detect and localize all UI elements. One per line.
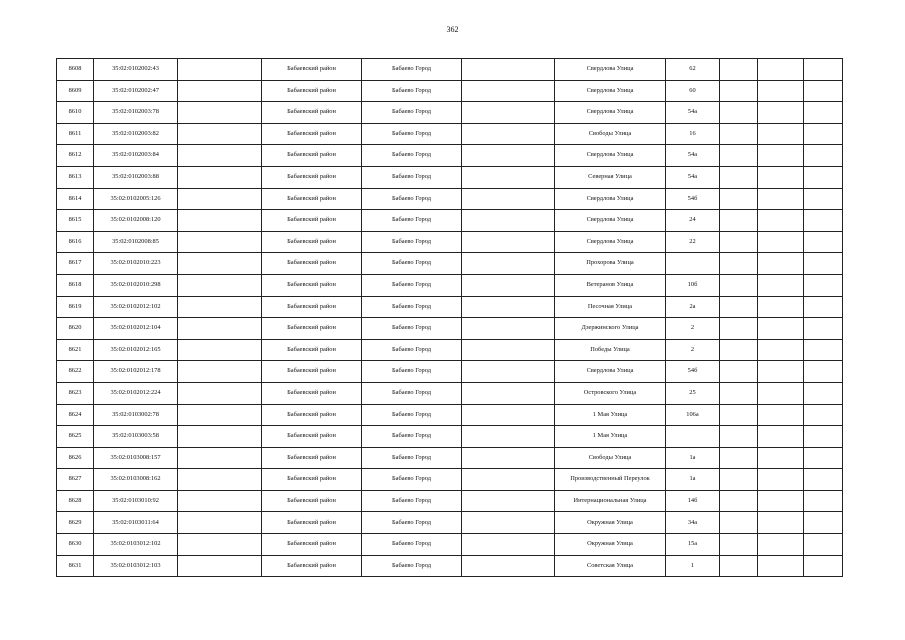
table-row — [57, 447, 843, 469]
settlement-cell: Бабаево Город — [362, 339, 462, 361]
extra-col-3-cell — [804, 490, 843, 512]
blank-col-1-cell — [178, 339, 262, 361]
district-cell: Бабаевский район — [262, 102, 362, 124]
street-cell: Свердлова Улица — [555, 210, 666, 232]
table-row — [57, 296, 843, 318]
street-cell: Свободы Улица — [555, 123, 666, 145]
table-row — [57, 490, 843, 512]
row-number-cell: 8616 — [57, 231, 94, 253]
house-number-cell: 1 — [666, 555, 720, 577]
blank-col-1-cell — [178, 534, 262, 556]
row-number-cell: 8615 — [57, 210, 94, 232]
row-number-cell: 8609 — [57, 80, 94, 102]
blank-col-2-cell — [462, 210, 555, 232]
extra-col-2-cell — [758, 296, 804, 318]
street-cell: Победы Улица — [555, 339, 666, 361]
table-row — [57, 166, 843, 188]
district-cell: Бабаевский район — [262, 512, 362, 534]
blank-col-2-cell — [462, 253, 555, 275]
row-number-cell: 8626 — [57, 447, 94, 469]
district-cell: Бабаевский район — [262, 426, 362, 448]
house-number-cell: 54а — [666, 102, 720, 124]
extra-col-2-cell — [758, 382, 804, 404]
district-cell: Бабаевский район — [262, 318, 362, 340]
street-cell: Прохорова Улица — [555, 253, 666, 275]
house-number-cell — [666, 426, 720, 448]
row-number-cell: 8618 — [57, 274, 94, 296]
extra-col-3-cell — [804, 253, 843, 275]
blank-col-2-cell — [462, 512, 555, 534]
district-cell: Бабаевский район — [262, 296, 362, 318]
cadastral-number-cell: 35:02:0102008:120 — [94, 210, 178, 232]
extra-col-2-cell — [758, 469, 804, 491]
extra-col-3-cell — [804, 123, 843, 145]
extra-col-1-cell — [720, 296, 758, 318]
blank-col-1-cell — [178, 123, 262, 145]
extra-col-3-cell — [804, 512, 843, 534]
district-cell: Бабаевский район — [262, 210, 362, 232]
extra-col-1-cell — [720, 80, 758, 102]
blank-col-1-cell — [178, 188, 262, 210]
blank-col-2-cell — [462, 231, 555, 253]
street-cell: Производственный Переулок — [555, 469, 666, 491]
extra-col-1-cell — [720, 188, 758, 210]
cadastral-number-cell: 35:02:0102003:84 — [94, 145, 178, 167]
cadastral-number-cell: 35:02:0102012:102 — [94, 296, 178, 318]
extra-col-1-cell — [720, 490, 758, 512]
house-number-cell: 62 — [666, 59, 720, 81]
extra-col-2-cell — [758, 210, 804, 232]
district-cell: Бабаевский район — [262, 404, 362, 426]
settlement-cell: Бабаево Город — [362, 469, 462, 491]
district-cell: Бабаевский район — [262, 253, 362, 275]
blank-col-2-cell — [462, 188, 555, 210]
row-number-cell: 8628 — [57, 490, 94, 512]
blank-col-1-cell — [178, 102, 262, 124]
table-row — [57, 339, 843, 361]
row-number-cell: 8629 — [57, 512, 94, 534]
table-row — [57, 145, 843, 167]
extra-col-3-cell — [804, 188, 843, 210]
extra-col-2-cell — [758, 231, 804, 253]
extra-col-1-cell — [720, 534, 758, 556]
extra-col-1-cell — [720, 318, 758, 340]
district-cell: Бабаевский район — [262, 274, 362, 296]
house-number-cell: 106а — [666, 404, 720, 426]
cadastral-number-cell: 35:02:0103008:157 — [94, 447, 178, 469]
blank-col-1-cell — [178, 361, 262, 383]
blank-col-2-cell — [462, 404, 555, 426]
extra-col-1-cell — [720, 426, 758, 448]
row-number-cell: 8614 — [57, 188, 94, 210]
cadastral-number-cell: 35:02:0102003:78 — [94, 102, 178, 124]
house-number-cell: 1а — [666, 447, 720, 469]
extra-col-2-cell — [758, 361, 804, 383]
blank-col-1-cell — [178, 59, 262, 81]
table-row — [57, 361, 843, 383]
extra-col-2-cell — [758, 188, 804, 210]
blank-col-1-cell — [178, 447, 262, 469]
extra-col-1-cell — [720, 102, 758, 124]
table-row — [57, 426, 843, 448]
street-cell: Свердлова Улица — [555, 231, 666, 253]
street-cell: Советская Улица — [555, 555, 666, 577]
settlement-cell: Бабаево Город — [362, 274, 462, 296]
row-number-cell: 8624 — [57, 404, 94, 426]
blank-col-1-cell — [178, 382, 262, 404]
extra-col-2-cell — [758, 555, 804, 577]
district-cell: Бабаевский район — [262, 145, 362, 167]
house-number-cell: 60 — [666, 80, 720, 102]
blank-col-1-cell — [178, 490, 262, 512]
blank-col-2-cell — [462, 145, 555, 167]
settlement-cell: Бабаево Город — [362, 123, 462, 145]
house-number-cell: 54б — [666, 188, 720, 210]
row-number-cell: 8623 — [57, 382, 94, 404]
cadastral-number-cell: 35:02:0102010:298 — [94, 274, 178, 296]
table-row — [57, 102, 843, 124]
extra-col-3-cell — [804, 210, 843, 232]
blank-col-2-cell — [462, 123, 555, 145]
table-row — [57, 231, 843, 253]
street-cell: 1 Мая Улица — [555, 404, 666, 426]
extra-col-1-cell — [720, 123, 758, 145]
blank-col-2-cell — [462, 102, 555, 124]
table-row — [57, 555, 843, 577]
cadastral-number-cell: 35:02:0103010:92 — [94, 490, 178, 512]
house-number-cell: 10б — [666, 274, 720, 296]
extra-col-3-cell — [804, 404, 843, 426]
street-cell: Северная Улица — [555, 166, 666, 188]
settlement-cell: Бабаево Город — [362, 404, 462, 426]
house-number-cell: 54а — [666, 145, 720, 167]
district-cell: Бабаевский район — [262, 80, 362, 102]
district-cell: Бабаевский район — [262, 59, 362, 81]
cadastral-number-cell: 35:02:0102012:178 — [94, 361, 178, 383]
blank-col-1-cell — [178, 231, 262, 253]
district-cell: Бабаевский район — [262, 339, 362, 361]
street-cell: 1 Мая Улица — [555, 426, 666, 448]
extra-col-1-cell — [720, 210, 758, 232]
house-number-cell: 54а — [666, 166, 720, 188]
cadastral-number-cell: 35:02:0102008:85 — [94, 231, 178, 253]
extra-col-3-cell — [804, 166, 843, 188]
extra-col-3-cell — [804, 555, 843, 577]
blank-col-1-cell — [178, 166, 262, 188]
district-cell: Бабаевский район — [262, 188, 362, 210]
extra-col-1-cell — [720, 231, 758, 253]
cadastral-number-cell: 35:02:0102012:165 — [94, 339, 178, 361]
extra-col-2-cell — [758, 426, 804, 448]
settlement-cell: Бабаево Город — [362, 512, 462, 534]
table-row — [57, 188, 843, 210]
row-number-cell: 8617 — [57, 253, 94, 275]
settlement-cell: Бабаево Город — [362, 490, 462, 512]
street-cell: Свердлова Улица — [555, 145, 666, 167]
street-cell: Окружная Улица — [555, 534, 666, 556]
settlement-cell: Бабаево Город — [362, 555, 462, 577]
table-row — [57, 469, 843, 491]
row-number-cell: 8627 — [57, 469, 94, 491]
street-cell: Свободы Улица — [555, 447, 666, 469]
cadastral-number-cell: 35:02:0102005:126 — [94, 188, 178, 210]
extra-col-1-cell — [720, 404, 758, 426]
street-cell: Свердлова Улица — [555, 59, 666, 81]
district-cell: Бабаевский район — [262, 231, 362, 253]
registry-body — [57, 59, 843, 577]
extra-col-2-cell — [758, 123, 804, 145]
house-number-cell: 14б — [666, 490, 720, 512]
extra-col-1-cell — [720, 59, 758, 81]
blank-col-1-cell — [178, 512, 262, 534]
cadastral-number-cell: 35:02:0102012:104 — [94, 318, 178, 340]
street-cell: Окружная Улица — [555, 512, 666, 534]
district-cell: Бабаевский район — [262, 382, 362, 404]
cadastral-number-cell: 35:02:0102010:223 — [94, 253, 178, 275]
extra-col-3-cell — [804, 534, 843, 556]
street-cell: Ветеранов Улица — [555, 274, 666, 296]
extra-col-2-cell — [758, 59, 804, 81]
settlement-cell: Бабаево Город — [362, 361, 462, 383]
street-cell: Свердлова Улица — [555, 361, 666, 383]
row-number-cell: 8611 — [57, 123, 94, 145]
blank-col-2-cell — [462, 339, 555, 361]
extra-col-3-cell — [804, 274, 843, 296]
street-cell: Дзержинского Улица — [555, 318, 666, 340]
blank-col-1-cell — [178, 404, 262, 426]
table-row — [57, 534, 843, 556]
cadastral-number-cell: 35:02:0102002:43 — [94, 59, 178, 81]
settlement-cell: Бабаево Город — [362, 102, 462, 124]
blank-col-1-cell — [178, 80, 262, 102]
house-number-cell: 15а — [666, 534, 720, 556]
row-number-cell: 8619 — [57, 296, 94, 318]
registry-table — [56, 58, 843, 577]
street-cell: Свердлова Улица — [555, 102, 666, 124]
settlement-cell: Бабаево Город — [362, 188, 462, 210]
extra-col-2-cell — [758, 102, 804, 124]
extra-col-1-cell — [720, 339, 758, 361]
settlement-cell: Бабаево Город — [362, 426, 462, 448]
blank-col-2-cell — [462, 555, 555, 577]
blank-col-2-cell — [462, 447, 555, 469]
row-number-cell: 8621 — [57, 339, 94, 361]
house-number-cell: 54б — [666, 361, 720, 383]
blank-col-2-cell — [462, 80, 555, 102]
district-cell: Бабаевский район — [262, 447, 362, 469]
extra-col-3-cell — [804, 447, 843, 469]
settlement-cell: Бабаево Город — [362, 253, 462, 275]
extra-col-3-cell — [804, 339, 843, 361]
blank-col-2-cell — [462, 382, 555, 404]
table-row — [57, 404, 843, 426]
extra-col-1-cell — [720, 512, 758, 534]
district-cell: Бабаевский район — [262, 361, 362, 383]
cadastral-number-cell: 35:02:0102003:88 — [94, 166, 178, 188]
district-cell: Бабаевский район — [262, 469, 362, 491]
table-row — [57, 210, 843, 232]
blank-col-1-cell — [178, 145, 262, 167]
extra-col-1-cell — [720, 253, 758, 275]
house-number-cell: 16 — [666, 123, 720, 145]
cadastral-number-cell: 35:02:0103002:78 — [94, 404, 178, 426]
extra-col-2-cell — [758, 274, 804, 296]
blank-col-2-cell — [462, 534, 555, 556]
district-cell: Бабаевский район — [262, 166, 362, 188]
extra-col-1-cell — [720, 166, 758, 188]
extra-col-3-cell — [804, 59, 843, 81]
extra-col-2-cell — [758, 490, 804, 512]
blank-col-2-cell — [462, 318, 555, 340]
settlement-cell: Бабаево Город — [362, 318, 462, 340]
row-number-cell: 8631 — [57, 555, 94, 577]
blank-col-1-cell — [178, 469, 262, 491]
extra-col-2-cell — [758, 339, 804, 361]
extra-col-3-cell — [804, 296, 843, 318]
street-cell: Свердлова Улица — [555, 188, 666, 210]
row-number-cell: 8625 — [57, 426, 94, 448]
row-number-cell: 8622 — [57, 361, 94, 383]
settlement-cell: Бабаево Город — [362, 231, 462, 253]
blank-col-2-cell — [462, 426, 555, 448]
extra-col-3-cell — [804, 145, 843, 167]
page-number: 362 — [446, 25, 459, 34]
row-number-cell: 8608 — [57, 59, 94, 81]
settlement-cell: Бабаево Город — [362, 296, 462, 318]
settlement-cell: Бабаево Город — [362, 382, 462, 404]
extra-col-1-cell — [720, 447, 758, 469]
street-cell: Свердлова Улица — [555, 80, 666, 102]
blank-col-1-cell — [178, 296, 262, 318]
table-row — [57, 512, 843, 534]
extra-col-1-cell — [720, 361, 758, 383]
cadastral-number-cell: 35:02:0103003:58 — [94, 426, 178, 448]
cadastral-number-cell: 35:02:0102003:82 — [94, 123, 178, 145]
cadastral-number-cell: 35:02:0102002:47 — [94, 80, 178, 102]
row-number-cell: 8613 — [57, 166, 94, 188]
blank-col-2-cell — [462, 361, 555, 383]
table-row — [57, 274, 843, 296]
table-row — [57, 253, 843, 275]
settlement-cell: Бабаево Город — [362, 210, 462, 232]
district-cell: Бабаевский район — [262, 555, 362, 577]
settlement-cell: Бабаево Город — [362, 59, 462, 81]
extra-col-2-cell — [758, 404, 804, 426]
house-number-cell: 2а — [666, 296, 720, 318]
house-number-cell: 25 — [666, 382, 720, 404]
extra-col-2-cell — [758, 166, 804, 188]
extra-col-1-cell — [720, 469, 758, 491]
blank-col-2-cell — [462, 166, 555, 188]
extra-col-3-cell — [804, 102, 843, 124]
blank-col-2-cell — [462, 59, 555, 81]
cadastral-number-cell: 35:02:0103012:102 — [94, 534, 178, 556]
settlement-cell: Бабаево Город — [362, 447, 462, 469]
table-row — [57, 382, 843, 404]
extra-col-1-cell — [720, 555, 758, 577]
extra-col-2-cell — [758, 253, 804, 275]
row-number-cell: 8612 — [57, 145, 94, 167]
house-number-cell: 24 — [666, 210, 720, 232]
extra-col-3-cell — [804, 469, 843, 491]
district-cell: Бабаевский район — [262, 490, 362, 512]
house-number-cell: 22 — [666, 231, 720, 253]
blank-col-2-cell — [462, 490, 555, 512]
blank-col-1-cell — [178, 253, 262, 275]
extra-col-3-cell — [804, 382, 843, 404]
extra-col-2-cell — [758, 512, 804, 534]
table-row — [57, 318, 843, 340]
extra-col-3-cell — [804, 361, 843, 383]
row-number-cell: 8630 — [57, 534, 94, 556]
blank-col-1-cell — [178, 210, 262, 232]
cadastral-number-cell: 35:02:0102012:224 — [94, 382, 178, 404]
house-number-cell: 34а — [666, 512, 720, 534]
extra-col-2-cell — [758, 80, 804, 102]
table-row — [57, 59, 843, 81]
street-cell: Песочная Улица — [555, 296, 666, 318]
extra-col-1-cell — [720, 274, 758, 296]
house-number-cell — [666, 253, 720, 275]
street-cell: Островского Улица — [555, 382, 666, 404]
blank-col-1-cell — [178, 555, 262, 577]
extra-col-2-cell — [758, 534, 804, 556]
blank-col-1-cell — [178, 426, 262, 448]
settlement-cell: Бабаево Город — [362, 166, 462, 188]
settlement-cell: Бабаево Город — [362, 145, 462, 167]
blank-col-1-cell — [178, 318, 262, 340]
settlement-cell: Бабаево Город — [362, 80, 462, 102]
cadastral-number-cell: 35:02:0103012:103 — [94, 555, 178, 577]
table-row — [57, 123, 843, 145]
row-number-cell: 8620 — [57, 318, 94, 340]
settlement-cell: Бабаево Город — [362, 534, 462, 556]
blank-col-2-cell — [462, 274, 555, 296]
cadastral-number-cell: 35:02:0103011:64 — [94, 512, 178, 534]
house-number-cell: 2 — [666, 318, 720, 340]
house-number-cell: 2 — [666, 339, 720, 361]
blank-col-1-cell — [178, 274, 262, 296]
extra-col-1-cell — [720, 145, 758, 167]
district-cell: Бабаевский район — [262, 534, 362, 556]
extra-col-2-cell — [758, 318, 804, 340]
extra-col-3-cell — [804, 231, 843, 253]
house-number-cell: 1а — [666, 469, 720, 491]
cadastral-number-cell: 35:02:0103008:162 — [94, 469, 178, 491]
extra-col-2-cell — [758, 145, 804, 167]
district-cell: Бабаевский район — [262, 123, 362, 145]
street-cell: Интернациональная Улица — [555, 490, 666, 512]
row-number-cell: 8610 — [57, 102, 94, 124]
extra-col-3-cell — [804, 80, 843, 102]
extra-col-1-cell — [720, 382, 758, 404]
blank-col-2-cell — [462, 469, 555, 491]
table-row — [57, 80, 843, 102]
blank-col-2-cell — [462, 296, 555, 318]
extra-col-3-cell — [804, 426, 843, 448]
extra-col-2-cell — [758, 447, 804, 469]
extra-col-3-cell — [804, 318, 843, 340]
